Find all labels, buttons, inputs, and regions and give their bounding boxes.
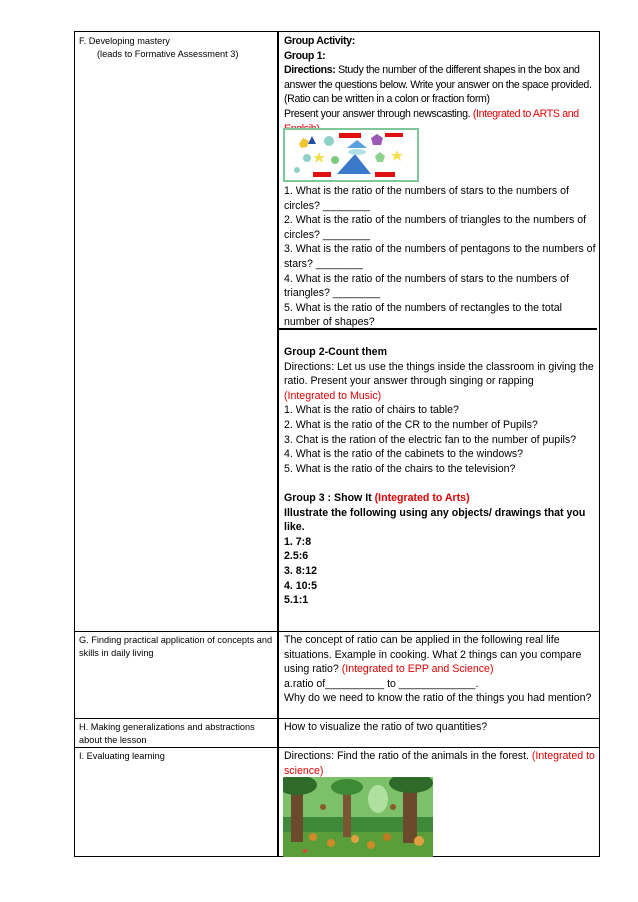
- group3-integrated: (Integrated to Arts): [374, 491, 470, 504]
- triangle-shape: [347, 140, 367, 148]
- group1-questions: [284, 184, 596, 330]
- forest-illustration: [283, 777, 433, 857]
- row-g-content: [284, 633, 596, 706]
- group3-item: 5.1:1: [284, 594, 309, 607]
- row-i-integrated: (Integrated to science): [284, 750, 595, 777]
- triangle-shape: [337, 154, 371, 174]
- row-i-text: [284, 749, 596, 778]
- lesson-table: [74, 31, 600, 857]
- group2-question: 4. What is the ratio of the cabinets to the windows?: [284, 448, 524, 461]
- group1-integrated: (Integrated to ARTS and: [472, 107, 579, 120]
- pentagon-shape: [371, 134, 383, 145]
- group1-directions-label: Directions:: [284, 64, 336, 77]
- group3-item: 1. 7:8: [284, 535, 312, 548]
- shapes-illustration: [285, 130, 417, 180]
- group3-item: 4. 10:5: [284, 579, 317, 592]
- group1-question: 1. What is the ratio of the numbers of stars to the numbers of circles? ________: [284, 185, 569, 212]
- row-i-content: [284, 749, 596, 778]
- group1-directions: [284, 63, 596, 107]
- group2-question: 5. What is the ratio of the chairs to the television?: [284, 462, 516, 475]
- circle-shape: [324, 136, 334, 146]
- row-i-label: I. Evaluating learning: [79, 751, 165, 761]
- row-f-label: F. Developing mastery: [79, 36, 170, 46]
- group3-item: 2.5:6: [284, 550, 309, 563]
- group2-question: 3. Chat is the ration of the electric fan to the number of pupils?: [284, 433, 577, 446]
- row-f-label-cell: [79, 35, 273, 60]
- group3-title: Group 3 : Show It: [284, 491, 372, 504]
- circle-shape: [303, 154, 311, 162]
- star-shape: [313, 152, 325, 163]
- row-g-text-body: The concept of ratio can be applied in the following real life situations. Example in cooking. What 2 things can you compare using ratio?: [284, 634, 582, 676]
- group2-directions: Directions: Let us use the things inside the classroom in giving the ratio. Present your answer through singing or rapping: [284, 360, 594, 388]
- group3-instruction: Illustrate the following using any objects/ drawings that you like.: [284, 506, 586, 534]
- star-shape: [391, 150, 403, 161]
- pentagon-shape: [299, 138, 309, 148]
- rectangle-shape: [339, 133, 361, 138]
- row-f-sublabel: (leads to Formative Assessment 3): [97, 48, 239, 59]
- forest-animals-image: [283, 777, 433, 857]
- shapes-image: [283, 128, 419, 182]
- row-g-blank-line: a.ratio of__________ to _____________.: [284, 677, 479, 690]
- group2-title: Group 2-Count them: [284, 346, 387, 358]
- circle-shape: [294, 167, 300, 173]
- group2-question: 2. What is the ratio of the CR to the number of Pupils?: [284, 418, 538, 431]
- row-i-text-body: Directions: Find the ratio of the animals in the forest.: [284, 750, 529, 762]
- oval-shape: [348, 149, 366, 155]
- group1-question: 5. What is the ratio of the numbers of rectangles to the total number of shapes?: [284, 301, 562, 329]
- group1-title: Group 1:: [284, 49, 326, 62]
- pentagon-shape: [375, 152, 385, 162]
- circle-shape: [331, 156, 339, 164]
- group2-block: [284, 345, 596, 608]
- row-g-text: [284, 633, 596, 677]
- row-g-integrated: (Integrated to EPP and Science): [341, 663, 494, 676]
- group2-question: 1. What is the ratio of chairs to table?: [284, 404, 459, 417]
- group2-integrated: (Integrated to Music): [284, 389, 382, 402]
- row-g-label: G. Finding practical application of concepts and skills in daily living: [79, 635, 273, 658]
- rectangle-shape: [375, 172, 395, 177]
- group1-question: 2. What is the ratio of the numbers of triangles to the numbers of circles? ________: [284, 214, 587, 241]
- group1-directions-text: Study the number of the different shapes in the box and answer the questions below. Write your answer on the space provided. (Ratio can be written in a colon or fraction form): [284, 64, 592, 106]
- group1-present-text: Present your answer through newscasting.: [284, 107, 471, 120]
- group1-question: 4. What is the ratio of the numbers of stars to the numbers of triangles? ________: [284, 272, 569, 300]
- triangle-shape: [308, 136, 316, 144]
- group3-item: 3. 8:12: [284, 564, 317, 577]
- row-h-text: How to visualize the ratio of two quantities?: [284, 721, 488, 733]
- rectangle-shape: [385, 133, 403, 137]
- group1-question: 3. What is the ratio of the numbers of pentagons to the numbers of stars? ________: [284, 243, 596, 270]
- group-activity-title: Group Activity:: [284, 35, 355, 47]
- row-h-label: H. Making generalizations and abstractions about the lesson: [79, 722, 255, 745]
- group3-heading: [284, 491, 596, 506]
- row-g-question: Why do we need to know the ratio of the things you had mention?: [284, 692, 592, 705]
- rectangle-shape: [313, 172, 331, 177]
- group-separator: [279, 328, 597, 330]
- group1-block: [284, 34, 596, 136]
